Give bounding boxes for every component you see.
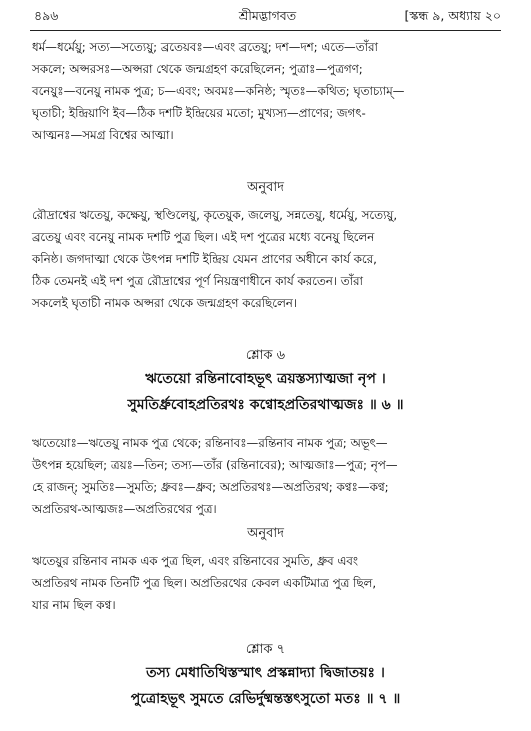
- translation-heading-2: অনুবাদ: [247, 526, 284, 541]
- verse-7: [0, 660, 531, 712]
- synonyms-line: উৎপন্ন হয়েছিল; ত্রয়ঃ—তিন; তস্য—তাঁর (রন্তিনাবের); আত্মজাঃ—পুত্র; নৃপ—: [32, 458, 398, 472]
- translation-line: অপ্রতিরথ নামক তিনটি পুত্র ছিল। অপ্রতিরথের কেবল একটিমাত্র পুত্র ছিল,: [32, 576, 377, 590]
- section-reference: [স্কন্ধ ৯, অধ্যায় ২০: [404, 8, 501, 23]
- synonyms-line: ঘৃতাচী; ইন্দ্রিয়াণি ইব—ঠিক দশটি ইন্দ্রিয়ের মতো; মুখ্যস্য—প্রাণের; জগৎ-: [32, 106, 366, 120]
- translation-line: ব্রতেয়ু এবং বনেয়ু নামক দশটি পুত্র ছিল। এই দশ পুত্রের মধ্যে বনেয়ু ছিলেন: [32, 230, 375, 244]
- synonyms-line: আত্মনঃ—সমগ্র বিশ্বের আত্মা।: [32, 128, 174, 142]
- translation-block-2: [32, 550, 501, 616]
- synonyms-line: সকলে; অপ্সরসঃ—অপ্সরা থেকে জন্মগ্রহণ করেছিলেন; পুত্রাঃ—পুত্রগণ;: [32, 62, 363, 76]
- verse-6: [0, 366, 531, 418]
- verse-line: ঋতেয়ো রন্তিনাবোহভূৎ ত্রয়স্তস্যাত্মজা নৃপ ।: [145, 371, 386, 387]
- synonyms-line: অপ্রতিরথ-আত্মজঃ—অপ্রতিরথের পুত্র।: [32, 502, 217, 516]
- verse-line: সুমতির্ধ্রুবোহপ্রতিরথঃ কণ্বোহপ্রতিরথাত্মজঃ ॥ ৬ ॥: [127, 397, 404, 413]
- header-rule: [30, 30, 501, 31]
- translation-line: সকলেই ঘৃতাচী নামক অপ্সরা থেকে জন্মগ্রহণ করেছিলেন।: [32, 296, 297, 310]
- synonyms-block-2: [32, 432, 501, 520]
- synonyms-block-1: [32, 36, 501, 146]
- verse-line: তস্য মেধাতিথিস্তস্মাৎ প্রস্কন্নাদ্যা দ্বিজাতয়ঃ ।: [146, 665, 385, 681]
- synonyms-line: বনেয়ুঃ—বনেয়ু নামক পুত্র; চ—এবং; অবমঃ—কনিষ্ঠ; স্মৃতঃ—কথিত; ঘৃতাচ্যাম্—: [32, 84, 405, 98]
- synonyms-line: হে রাজন্; সুমতিঃ—সুমতি; ধ্রুবঃ—ধ্রুব; অপ্রতিরথঃ—অপ্রতিরথ; কণ্বঃ—কণ্ব;: [32, 480, 389, 494]
- translation-block-1: [32, 204, 501, 314]
- translation-line: ঠিক তেমনই এই দশ পুত্র রৌদ্রাশ্বের পূর্ণ নিয়ন্ত্রণাধীনে কার্য করতেন। তাঁরা: [32, 274, 363, 288]
- translation-line: কনিষ্ঠ। জগদাত্মা থেকে উৎপন্ন দশটি ইন্দ্রিয় যেমন প্রাণের অধীনে কার্য করে,: [32, 252, 377, 266]
- verse-line: পুত্রোহভূৎ সুমতে রেভির্দুষ্মন্তস্তৎসুতো মতঃ ॥ ৭ ॥: [130, 691, 401, 707]
- verse-heading-6: শ্লোক ৬: [245, 348, 286, 363]
- translation-line: ঋতেয়ুর রন্তিনাব নামক এক পুত্র ছিল, এবং রন্তিনাবের সুমতি, ধ্রুব এবং: [32, 554, 358, 568]
- verse-heading-7: শ্লোক ৭: [245, 642, 286, 657]
- synonyms-line: ঋতেয়োঃ—ঋতেয়ু নামক পুত্র থেকে; রন্তিনাবঃ—রন্তিনাব নামক পুত্র; অভূৎ—: [32, 436, 388, 450]
- book-title: শ্রীমদ্ভাগবত: [238, 8, 297, 23]
- page-number: ৪৯৬: [34, 8, 59, 23]
- translation-line: রৌদ্রাশ্বের ঋতেয়ু, কক্ষেয়ু, স্থণ্ডিলেয়ু, কৃতেয়ুক, জলেয়ু, সন্নতেয়ু, ধর্মেয়ু, সত্যেয়ু,: [32, 208, 398, 222]
- translation-line: যার নাম ছিল কণ্ব।: [32, 598, 116, 612]
- synonyms-line: ধর্ম—ধর্মেয়ু; সত্য—সত্যেয়ু; ব্রতেয়বঃ—এবং ব্রতেয়ু; দশ—দশ; এতে—তাঁরা: [32, 40, 378, 54]
- running-header: [34, 8, 501, 28]
- translation-heading-1: অনুবাদ: [247, 180, 284, 195]
